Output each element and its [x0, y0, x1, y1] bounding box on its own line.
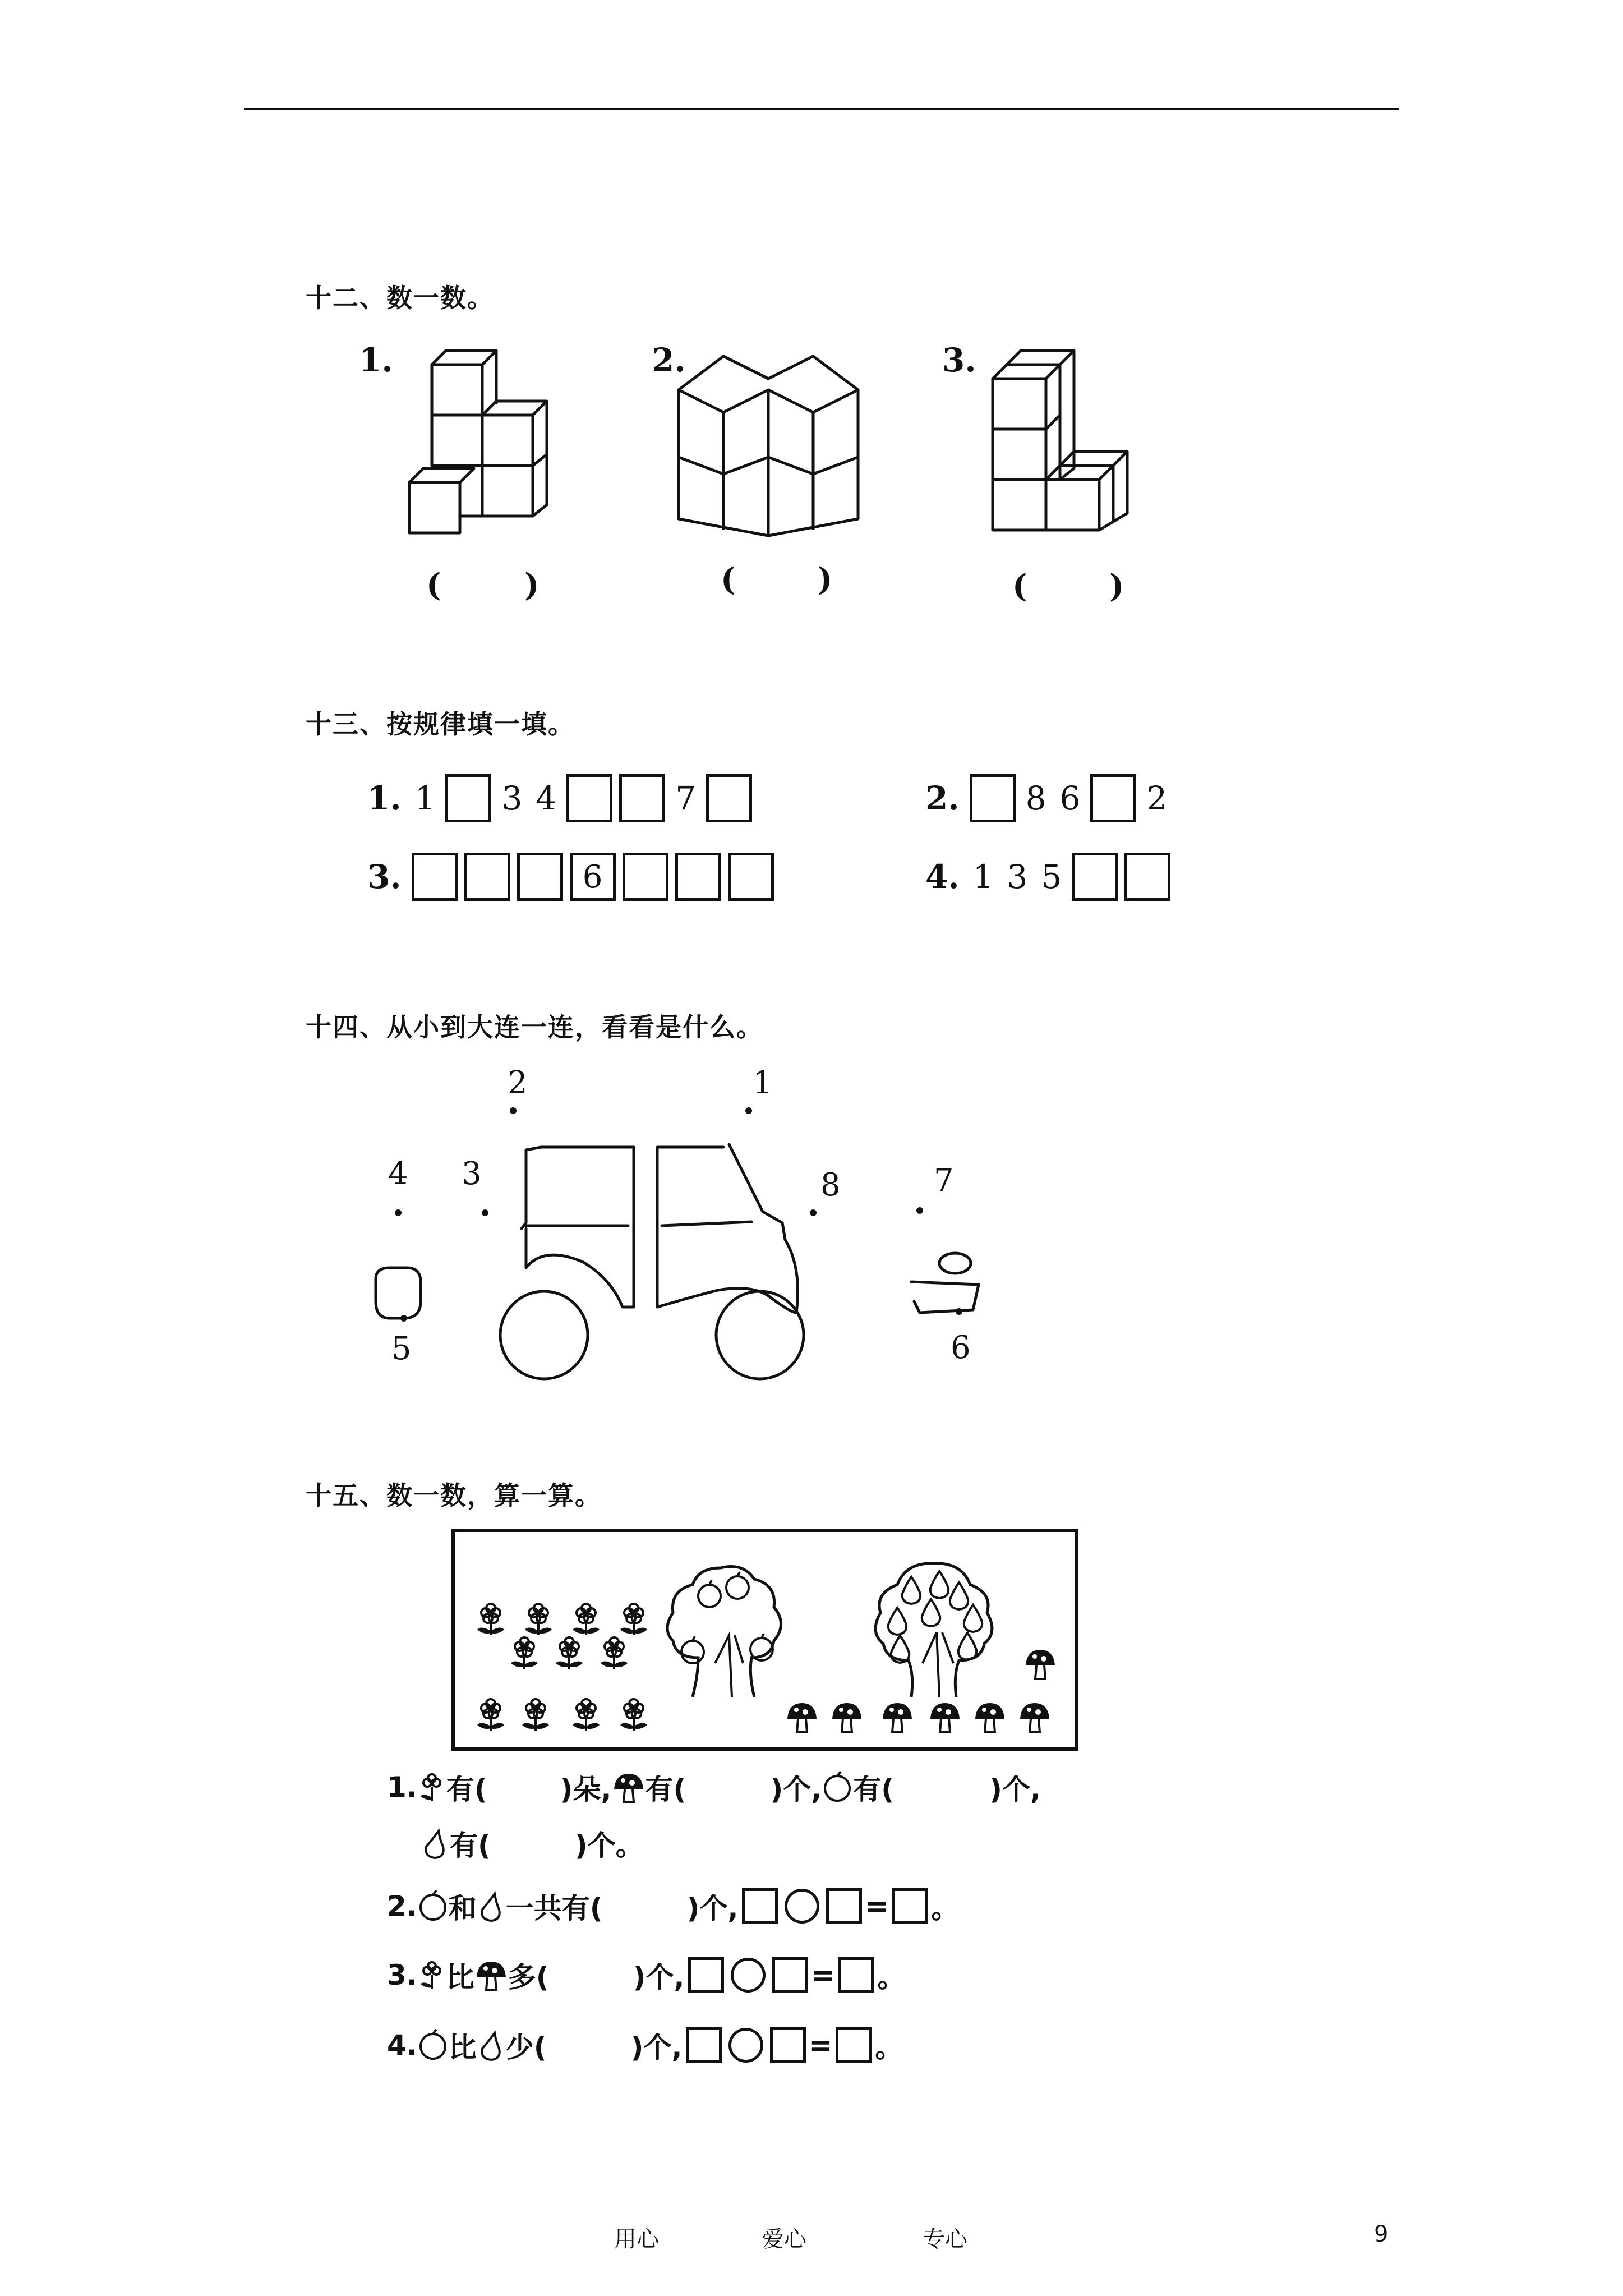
flower-icon	[417, 1770, 446, 1804]
q15-1-text: 有(	[450, 1829, 491, 1862]
q3-blank[interactable]	[464, 853, 510, 901]
cube-stack-figure-2	[673, 351, 875, 541]
q1-label: 1.	[367, 779, 402, 817]
apple-icon	[417, 2028, 449, 2062]
q1-blank[interactable]	[706, 774, 752, 822]
q2-num: 6	[1059, 779, 1081, 817]
q4-num: 5	[1041, 858, 1062, 896]
equation-box[interactable]	[892, 1888, 928, 1924]
q4-blank[interactable]	[1124, 853, 1170, 901]
period: 。	[931, 1892, 960, 1925]
q15-4-label: 4.	[387, 2029, 417, 2062]
q2-blank[interactable]	[970, 774, 1016, 822]
dot-label-6: 6	[951, 1329, 971, 1366]
section-15-title: 十五、数一数，算一算。	[306, 1480, 602, 1511]
sequence-q2	[925, 774, 1170, 822]
equation-box[interactable]	[770, 2027, 806, 2063]
q15-2-text: )个,	[686, 1892, 739, 1925]
answer-paren-2-close: )	[818, 561, 833, 598]
sequence-q3	[367, 853, 774, 901]
equation-box[interactable]	[826, 1888, 862, 1924]
counting-picture	[451, 1529, 1080, 1753]
operator-circle[interactable]	[728, 2028, 763, 2063]
question-15-3	[387, 1955, 905, 1995]
dot-label-3: 3	[462, 1156, 482, 1192]
section-12-title: 十二、数一数。	[306, 283, 494, 313]
q1-blank[interactable]	[445, 774, 491, 822]
page-number: 9	[1374, 2221, 1389, 2247]
pear-icon	[421, 1826, 450, 1860]
q3-blank[interactable]	[728, 853, 774, 901]
cube-stack-figure-3	[987, 348, 1155, 550]
q3-blank[interactable]	[517, 853, 563, 901]
q2-label: 2.	[925, 779, 960, 817]
q15-4-text: 少(	[505, 2031, 547, 2064]
dot-label-8: 8	[820, 1167, 841, 1203]
operator-circle[interactable]	[731, 1958, 766, 1993]
dot-label-1: 1	[753, 1065, 773, 1101]
equation-box[interactable]	[838, 1957, 874, 1993]
section-14-title: 十四、从小到大连一连，看看是什么。	[306, 1012, 763, 1042]
dot-label-5: 5	[391, 1331, 412, 1367]
q15-4-text: )个,	[630, 2031, 683, 2064]
q1-blank[interactable]	[619, 774, 665, 822]
q15-3-text: )个,	[633, 1961, 685, 1994]
q15-3-label: 3.	[387, 1959, 417, 1991]
q15-2-text: 一共有(	[505, 1892, 603, 1925]
q1-num: 3	[501, 779, 523, 817]
cube-figure-3-label: 3.	[942, 341, 976, 379]
pear-icon	[477, 2028, 506, 2062]
answer-paren-2-open: (	[721, 561, 736, 598]
dot-label-4: 4	[388, 1156, 408, 1192]
question-15-2	[387, 1886, 959, 1926]
q3-blank[interactable]	[675, 853, 721, 901]
footer-text-2: 爱心	[762, 2226, 806, 2252]
header-rule	[244, 108, 1399, 110]
question-15-4	[387, 2025, 903, 2065]
q15-1-text: )个,	[770, 1773, 822, 1806]
equals-sign: =	[811, 1959, 835, 1991]
q15-1-text: 有(	[645, 1773, 686, 1806]
flower-icon	[417, 1958, 446, 1992]
operator-circle[interactable]	[785, 1889, 819, 1924]
q15-1-label: 1.	[387, 1771, 417, 1803]
equation-box[interactable]	[686, 2027, 722, 2063]
q15-3-text: 多(	[508, 1961, 549, 1994]
answer-paren-1-close: )	[524, 567, 540, 604]
q2-num: 2	[1146, 779, 1168, 817]
q15-4-text: 比	[448, 2031, 477, 2064]
equals-sign: =	[865, 1890, 889, 1922]
mushroom-icon	[612, 1770, 645, 1804]
cube-figure-2-label: 2.	[652, 341, 686, 379]
q15-1-text: )朵,	[560, 1773, 612, 1806]
pear-icon	[477, 1889, 506, 1923]
sequence-q4	[925, 853, 1170, 901]
section-13-title: 十三、按规律填一填。	[306, 709, 575, 739]
answer-paren-3-close: )	[1109, 568, 1124, 605]
equals-sign: =	[809, 2029, 833, 2062]
apple-icon	[822, 1770, 853, 1804]
question-15-1	[387, 1767, 1041, 1807]
footer-text-3: 专心	[923, 2226, 967, 2252]
q4-blank[interactable]	[1072, 853, 1118, 901]
apple-icon	[417, 1889, 449, 1923]
cube-figure-1-label: 1.	[359, 341, 393, 379]
equation-box[interactable]	[836, 2027, 872, 2063]
dot-label-2: 2	[508, 1065, 528, 1101]
q3-label: 3.	[367, 858, 402, 896]
dot-label-7: 7	[934, 1162, 954, 1199]
q1-blank[interactable]	[566, 774, 612, 822]
q3-blank[interactable]	[623, 853, 668, 901]
answer-paren-1-open: (	[426, 567, 441, 604]
q15-1-text: 有(	[446, 1773, 487, 1806]
q1-num: 4	[536, 779, 557, 817]
q4-label: 4.	[925, 858, 960, 896]
question-15-1-line2	[421, 1823, 644, 1864]
q1-num: 7	[675, 779, 697, 817]
equation-box[interactable]	[688, 1957, 724, 1993]
car-connect-dots-figure	[359, 1055, 1009, 1402]
q15-2-text: 和	[448, 1892, 477, 1925]
q1-num: 1	[414, 779, 436, 817]
q15-2-label: 2.	[387, 1890, 417, 1922]
q15-1-text: )个,	[989, 1773, 1041, 1806]
q3-given: 6	[570, 853, 616, 901]
footer-text-1: 用心	[614, 2226, 659, 2252]
equation-box[interactable]	[772, 1957, 808, 1993]
q15-3-text: 比	[446, 1961, 474, 1994]
q4-num: 3	[1007, 858, 1028, 896]
q3-blank[interactable]	[412, 853, 458, 901]
q2-num: 8	[1025, 779, 1046, 817]
q2-blank[interactable]	[1090, 774, 1136, 822]
cube-stack-figure-1	[404, 348, 572, 550]
sequence-q1	[367, 774, 752, 822]
mushroom-icon	[474, 1958, 508, 1992]
q15-1-text: 有(	[853, 1773, 895, 1806]
period: 。	[877, 1961, 906, 1994]
equation-box[interactable]	[742, 1888, 778, 1924]
q4-num: 1	[972, 858, 994, 896]
q15-1-text: )个。	[574, 1829, 644, 1862]
answer-paren-3-open: (	[1012, 568, 1027, 605]
period: 。	[875, 2031, 903, 2064]
